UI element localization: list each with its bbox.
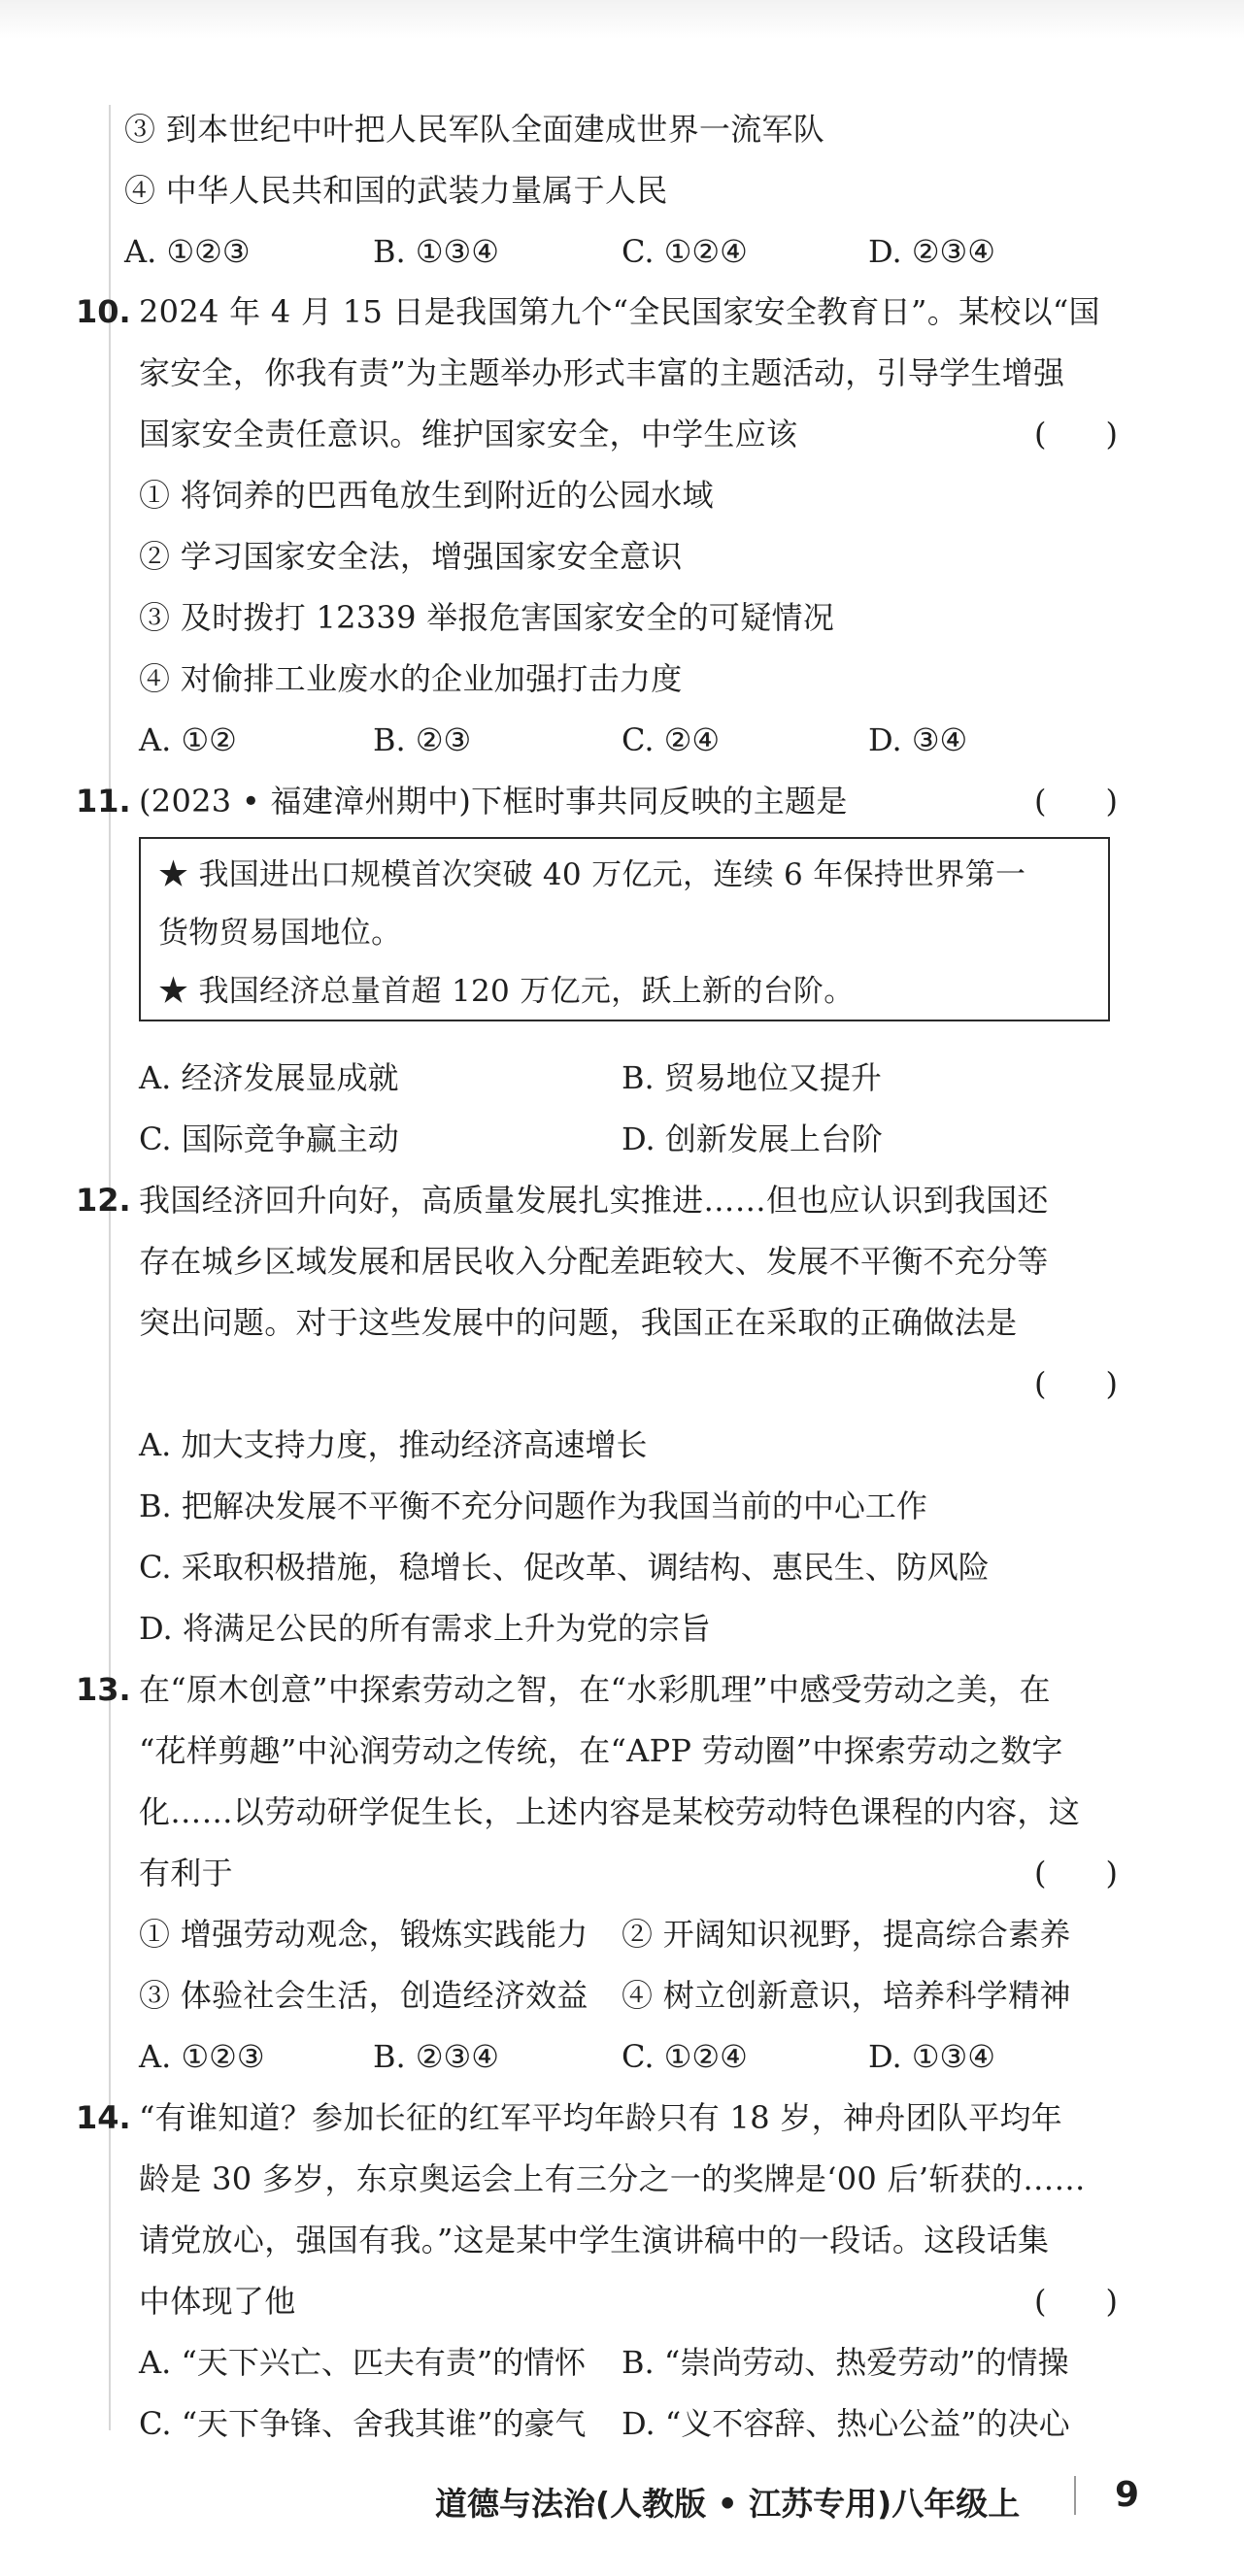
left-margin-line (109, 105, 111, 2430)
q13-item-1: ① 增强劳动观念，锻炼实践能力 (139, 1916, 588, 1953)
q12-stem-line-3: 突出问题。对于这些发展中的问题，我国正在采取的正确做法是 (139, 1304, 1018, 1341)
q11-box-line-2: 货物贸易国地位。 (158, 916, 402, 951)
q10-option-b: B. ②③ (373, 721, 472, 758)
q11-option-a: A. 经济发展显成就 (139, 1059, 399, 1096)
q9-option-a: A. ①②③ (124, 233, 251, 270)
q14-stem-line-2: 龄是 30 多岁，东京奥运会上有三分之一的奖牌是‘00 后’斩获的…… (139, 2160, 1086, 2197)
footer-book-title: 道德与法治(人教版 • 江苏专用)八年级上 (435, 2485, 1021, 2523)
q14-number: 14. (76, 2099, 131, 2136)
q10-item-2: ② 学习国家安全法，增强国家安全意识 (139, 538, 683, 575)
q14-answer-blank: ( ) (1034, 2283, 1118, 2320)
q14-stem-line-3: 请党放心，强国有我。”这是某中学生演讲稿中的一段话。这段话集 (139, 2222, 1050, 2258)
q13-stem-line-4: 有利于 (139, 1855, 233, 1891)
q11-news-box (139, 837, 1110, 1021)
q10-stem-line-1: 2024 年 4 月 15 日是我国第九个“全民国家安全教育日”。某校以“国 (139, 293, 1100, 330)
q10-item-1: ① 将饲养的巴西龟放生到附近的公园水域 (139, 477, 714, 514)
q11-option-b: B. 贸易地位又提升 (622, 1059, 882, 1096)
q12-option-a: A. 加大支持力度，推动经济高速增长 (139, 1426, 648, 1463)
q12-answer-blank: ( ) (1034, 1365, 1118, 1402)
q13-answer-blank: ( ) (1034, 1855, 1118, 1891)
q10-item-3: ③ 及时拨打 12339 举报危害国家安全的可疑情况 (139, 599, 835, 636)
q14-option-a: A. “天下兴亡、匹夫有责”的情怀 (139, 2344, 587, 2381)
q14-stem-line-4: 中体现了他 (139, 2283, 296, 2320)
q12-stem-line-2: 存在城乡区域发展和居民收入分配差距较大、发展不平衡不充分等 (139, 1243, 1049, 1280)
q12-option-d: D. 将满足公民的所有需求上升为党的宗旨 (139, 1610, 711, 1647)
q11-number: 11. (76, 783, 131, 820)
q10-option-d: D. ③④ (868, 721, 968, 758)
q11-option-c: C. 国际竞争赢主动 (139, 1121, 399, 1157)
q11-answer-blank: ( ) (1034, 783, 1118, 820)
q13-stem-line-2: “花样剪趣”中沁润劳动之传统，在“APP 劳动圈”中探索劳动之数字 (139, 1732, 1063, 1769)
q13-option-d: D. ①③④ (868, 2038, 995, 2075)
q9-item-4: ④ 中华人民共和国的武装力量属于人民 (124, 172, 668, 209)
q11-box-line-3: ★ 我国经济总量首超 120 万亿元，跃上新的台阶。 (158, 974, 855, 1009)
q11-option-d: D. 创新发展上台阶 (622, 1121, 883, 1157)
q11-box-line-1: ★ 我国进出口规模首次突破 40 万亿元，连续 6 年保持世界第一 (158, 857, 1026, 892)
q10-number: 10. (76, 293, 131, 330)
q13-stem-line-3: 化……以劳动研学促生长，上述内容是某校劳动特色课程的内容，这 (139, 1793, 1081, 1830)
q11-stem: (2023 • 福建漳州期中)下框时事共同反映的主题是 (139, 783, 848, 820)
q10-stem-line-3: 国家安全责任意识。维护国家安全，中学生应该 (139, 416, 798, 452)
q13-item-2: ② 开阔知识视野，提高综合素养 (622, 1916, 1071, 1953)
q13-option-b: B. ②③④ (373, 2038, 499, 2075)
q12-option-c: C. 采取积极措施，稳增长、促改革、调结构、惠民生、防风险 (139, 1549, 990, 1586)
q12-number: 12. (76, 1182, 131, 1219)
q13-stem-line-1: 在“原木创意”中探索劳动之智，在“水彩肌理”中感受劳动之美，在 (139, 1671, 1051, 1708)
q13-number: 13. (76, 1671, 131, 1708)
q10-item-4: ④ 对偷排工业废水的企业加强打击力度 (139, 660, 683, 697)
q12-option-b: B. 把解决发展不平衡不充分问题作为我国当前的中心工作 (139, 1488, 927, 1524)
footer-separator (1074, 2476, 1076, 2515)
q9-option-d: D. ②③④ (868, 233, 995, 270)
q13-option-c: C. ①②④ (622, 2038, 748, 2075)
q10-answer-blank: ( ) (1034, 416, 1118, 452)
q10-stem-line-2: 家安全，你我有责”为主题举办形式丰富的主题活动，引导学生增强 (139, 354, 1065, 391)
q14-option-b: B. “崇尚劳动、热爱劳动”的情操 (622, 2344, 1069, 2381)
page-top-shadow (0, 0, 1244, 39)
q13-item-4: ④ 树立创新意识，培养科学精神 (622, 1977, 1071, 2014)
q14-stem-line-1: “有谁知道？参加长征的红军平均年龄只有 18 岁，神舟团队平均年 (139, 2099, 1063, 2136)
footer-page-number: 9 (1115, 2475, 1140, 2515)
q14-option-d: D. “义不容辞、热心公益”的决心 (622, 2405, 1070, 2442)
q13-item-3: ③ 体验社会生活，创造经济效益 (139, 1977, 588, 2014)
q10-option-a: A. ①② (139, 721, 237, 758)
q10-option-c: C. ②④ (622, 721, 721, 758)
q14-option-c: C. “天下争锋、舍我其谁”的豪气 (139, 2405, 587, 2442)
q13-option-a: A. ①②③ (139, 2038, 265, 2075)
q9-option-c: C. ①②④ (622, 233, 748, 270)
q9-item-3: ③ 到本世纪中叶把人民军队全面建成世界一流军队 (124, 111, 825, 148)
q9-option-b: B. ①③④ (373, 233, 499, 270)
q12-stem-line-1: 我国经济回升向好，高质量发展扎实推进……但也应认识到我国还 (139, 1182, 1049, 1219)
